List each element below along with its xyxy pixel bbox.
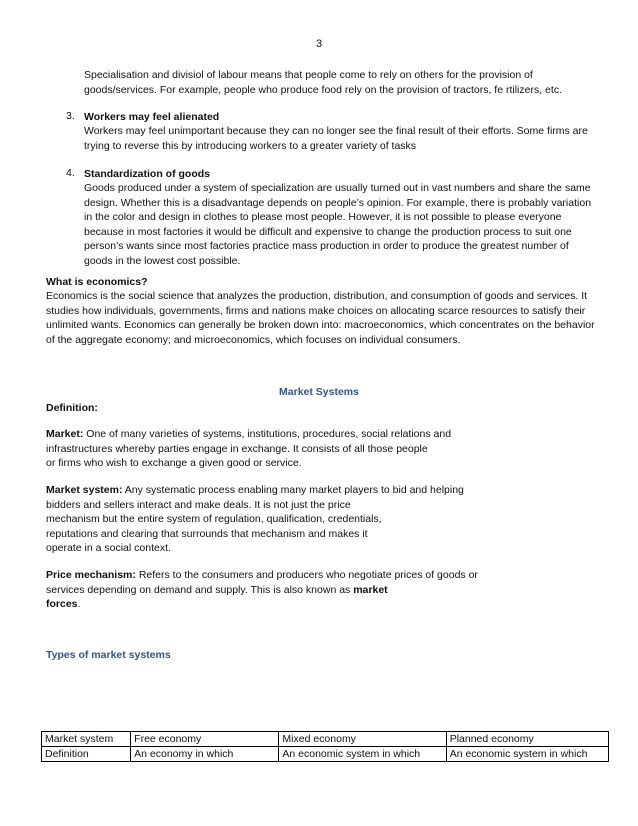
- market-definition: [46, 427, 606, 471]
- market-systems-title: Market Systems: [279, 386, 359, 398]
- intro-paragraph: Specialisation and divisiol of labour means that people come to rely on others for the provision of goods/services. For example, people who produce food rely on the provision of tractors, fe rtilizers, etc.: [84, 69, 562, 96]
- market-system-line-3: mechanism but the entire system of regulation, qualification, credentials,: [46, 513, 382, 525]
- table-row: [42, 732, 609, 747]
- market-system-line-2: bidders and sellers interact and make deals. It is not just the price: [46, 498, 351, 511]
- list-number-4: 4.: [66, 167, 75, 179]
- market-line-2: infrastructures whereby parties engage in exchange. It consists of all those people: [46, 442, 428, 455]
- table-cell: An economic system in which: [446, 747, 608, 762]
- table-cell: An economy in which: [131, 747, 279, 762]
- market-system-line-5: operate in a social context.: [46, 542, 171, 554]
- price-mechanism-definition: [46, 568, 606, 612]
- table-row: [42, 747, 609, 762]
- table-cell: Planned economy: [446, 732, 608, 747]
- price-mechanism-last-line: forces: [46, 598, 78, 610]
- page-number: 3: [315, 38, 323, 50]
- market-system-line-4: reputations and clearing that surrounds that mechanism and makes it: [46, 527, 368, 540]
- types-heading: Types of market systems: [46, 649, 171, 661]
- market-line-3: or firms who wish to exchange a given good or service.: [46, 457, 302, 469]
- price-mechanism-period: .: [77, 598, 81, 610]
- market-system-term: Market system:: [46, 484, 123, 496]
- market-systems-table: [41, 731, 609, 762]
- market-system-line-1: Any systematic process enabling many market players to bid and helping: [124, 484, 464, 496]
- market-system-definition: [46, 483, 606, 556]
- table-cell: Definition: [42, 747, 131, 762]
- item-3-title: Workers may feel alienated: [84, 111, 220, 123]
- table-cell: Free economy: [131, 732, 279, 747]
- price-mechanism-line-2: services depending on demand and supply. This is also known as: [46, 583, 351, 596]
- list-number-3: 3.: [66, 110, 75, 122]
- price-mechanism-term: Price mechanism:: [46, 569, 136, 581]
- item-3-text: Workers may feel unimportant because they can no longer see the final result of their efforts. Some firms are trying to reverse this by introducing workers to a greater variety of tasks: [84, 125, 588, 152]
- table-cell: Market system: [42, 732, 131, 747]
- item-4-title: Standardization of goods: [84, 168, 210, 180]
- table-cell: An economic system in which: [279, 747, 446, 762]
- definition-heading: Definition:: [46, 402, 98, 414]
- price-mechanism-bold-tail: market: [353, 583, 388, 596]
- economics-text: Economics is the social science that analyzes the production, distribution, and consumption of goods and services. It studies how individuals, governments, firms and nations make choices on allocating scarce resources to satisfy their unlimited wants. Economics can generally be broken down into: macroeconomics, which concentrates on the behavior of the aggregate economy; and microeconomics, which focuses on individual consumers.: [46, 290, 595, 346]
- market-line-1: One of many varieties of systems, institutions, procedures, social relations and: [86, 428, 452, 440]
- item-4-text: Goods produced under a system of specialization are usually turned out in vast numbers and share the same design. Whether this is a disadvantage depends on people’s opinion. For example, there is probably variation in the color and design in clothes to please most people. However, it is not possible to please everyone because in most factories it would be difficult and expensive to change the production process to suit one person’s wants since most factories practice mass production in order to produce the greatest number of goods in the lowest cost possible.: [84, 182, 592, 267]
- economics-heading: What is economics?: [46, 276, 148, 288]
- market-term: Market:: [46, 428, 84, 440]
- price-mechanism-line-1: Refers to the consumers and producers who negotiate prices of goods or: [138, 569, 478, 581]
- table-cell: Mixed economy: [279, 732, 446, 747]
